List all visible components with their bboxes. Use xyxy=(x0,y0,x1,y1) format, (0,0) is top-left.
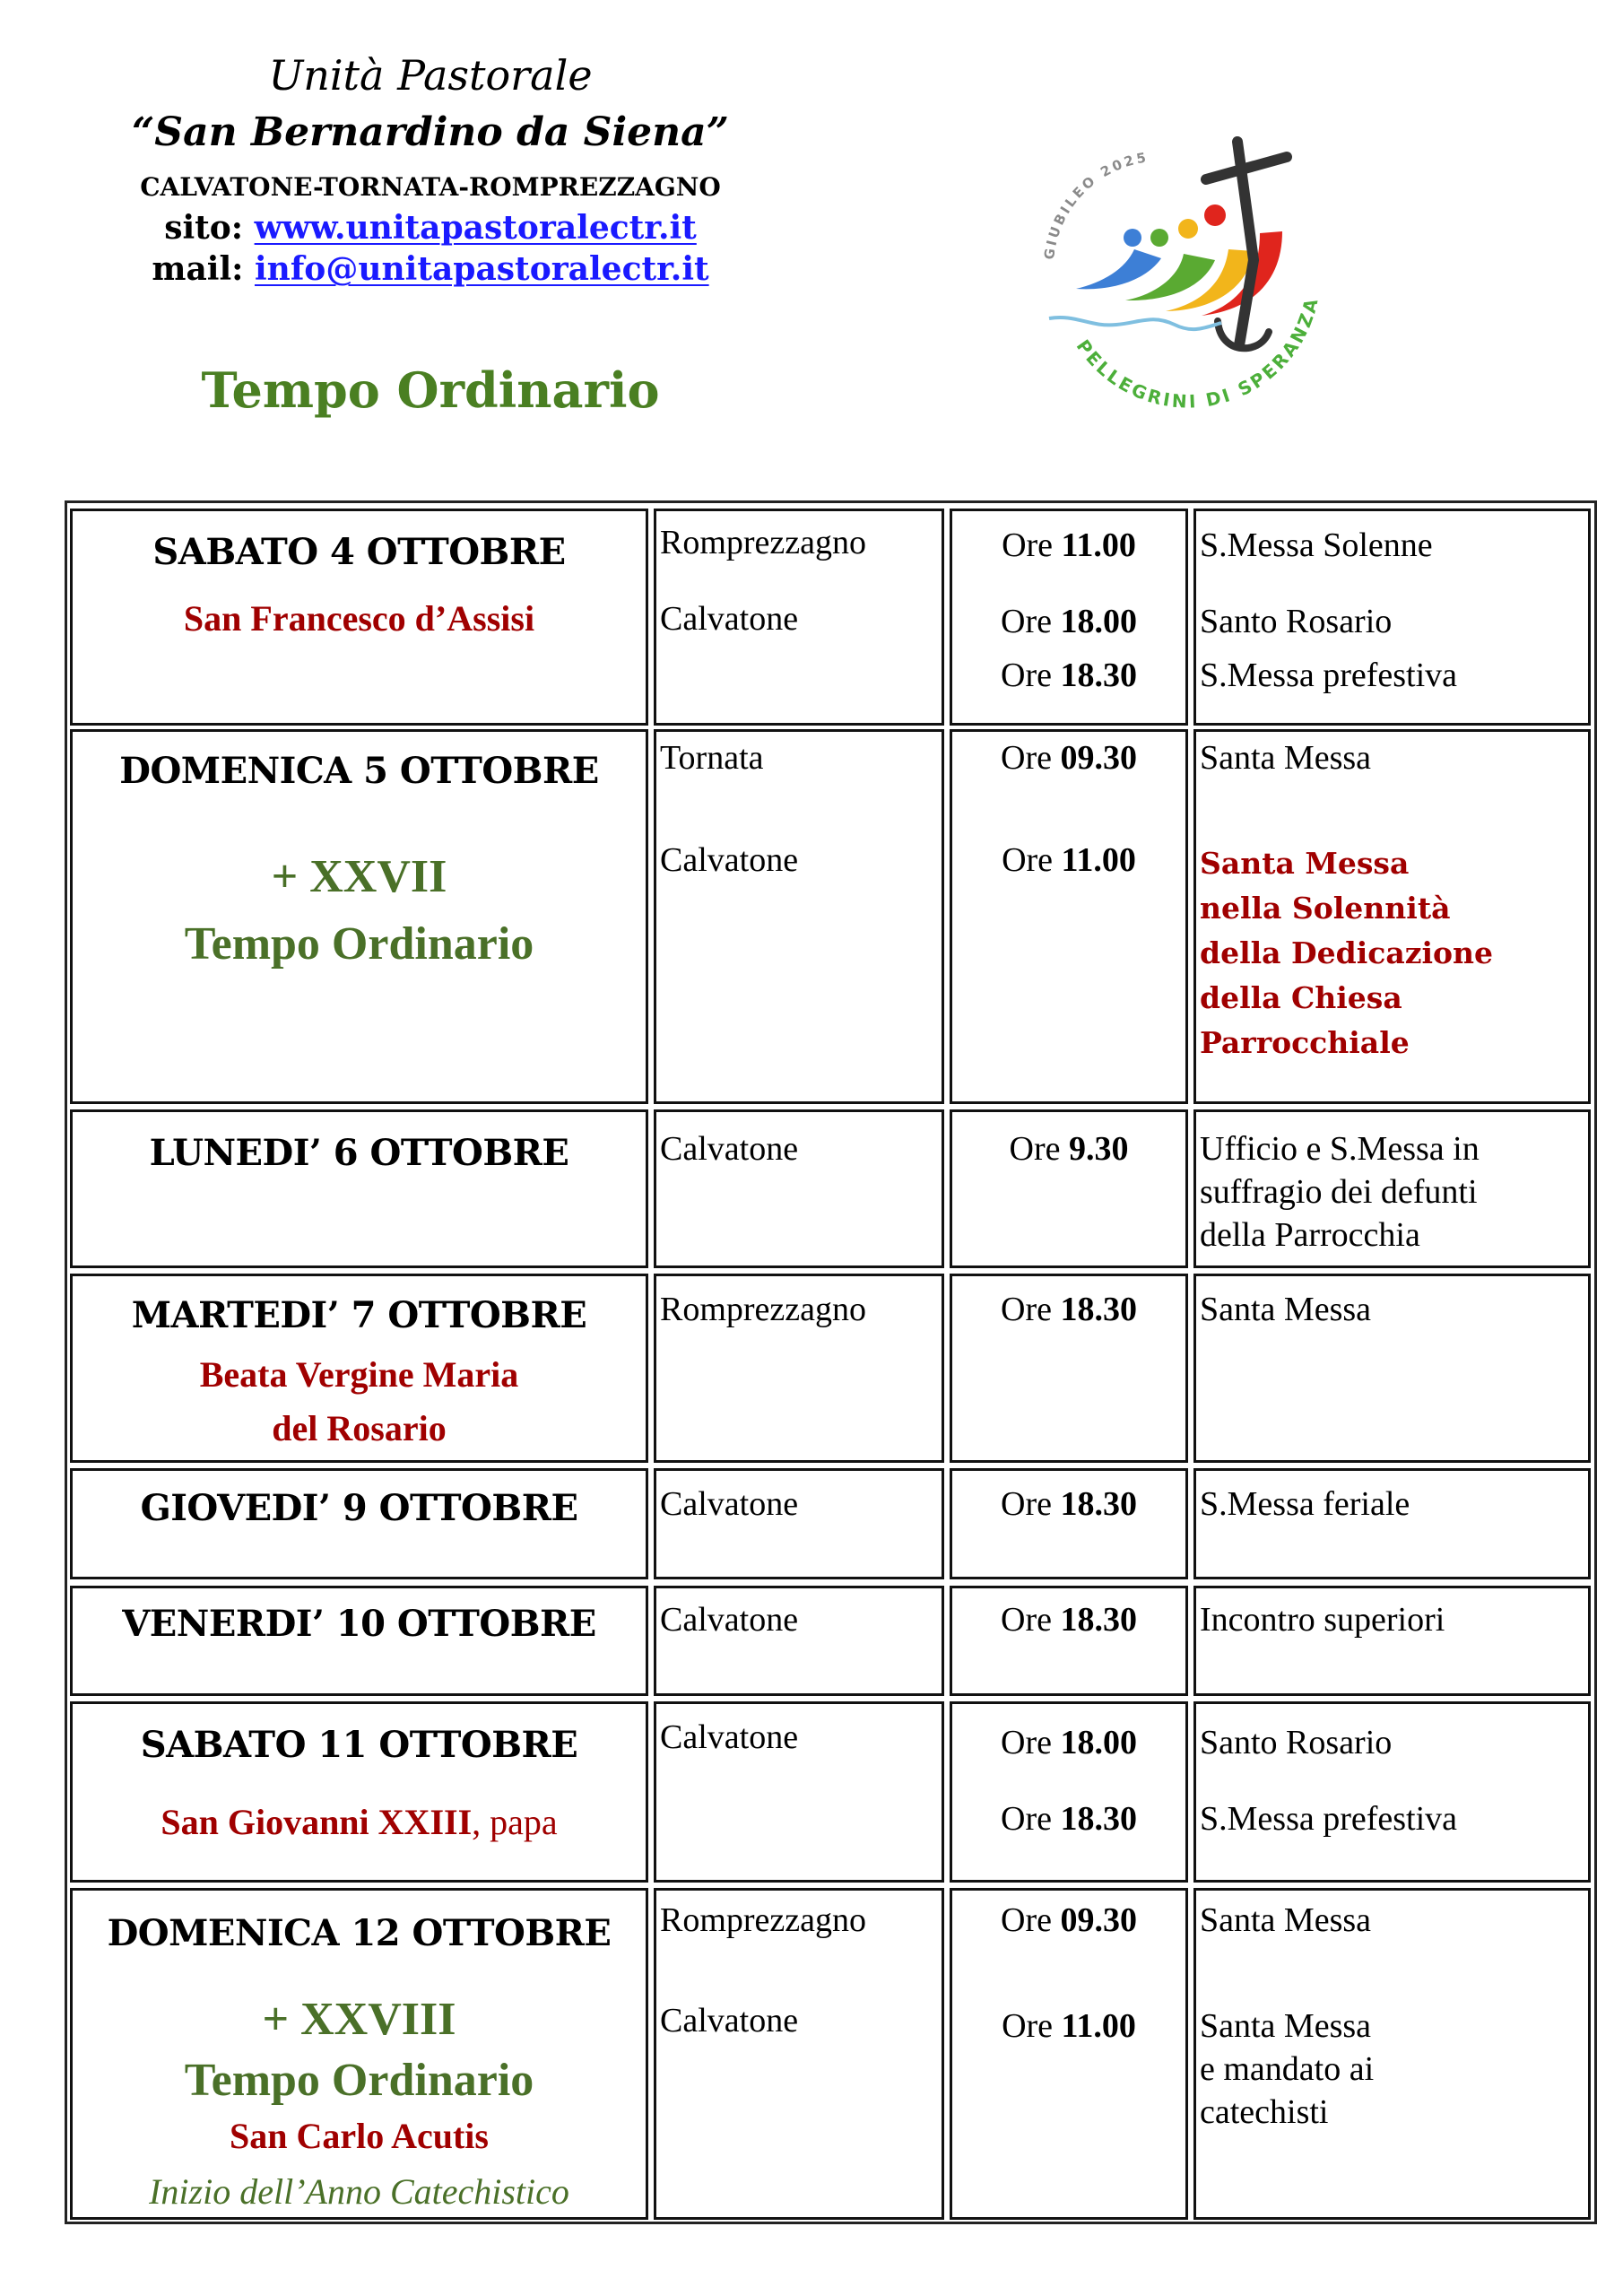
place-label: Calvatone xyxy=(660,1718,799,1756)
place-label: Calvatone xyxy=(660,1485,799,1523)
logo-bottom-text: PELLEGRINI DI SPERANZA xyxy=(1072,293,1324,413)
event-cell xyxy=(1193,1109,1591,1268)
mail-link[interactable]: info@unitapastoralectr.it xyxy=(254,250,709,288)
event-label: Ufficio e S.Messa in xyxy=(1200,1130,1480,1168)
logo-top-text: GIUBILEO 2025 xyxy=(1040,149,1150,261)
event-cell xyxy=(1193,1586,1591,1696)
place-cell xyxy=(654,1888,944,2220)
event-label: suffragio dei defunti xyxy=(1200,1173,1478,1211)
feast-label: + XXVIII xyxy=(262,1994,456,2045)
time-label: Ore 18.00 xyxy=(1001,603,1137,640)
event-label: S.Messa feriale xyxy=(1200,1485,1410,1523)
place-label: Calvatone xyxy=(660,841,799,879)
parish-towns: CALVATONE-TORNATA-ROMPREZZAGNO xyxy=(140,172,721,202)
time-label: Ore 9.30 xyxy=(1009,1130,1129,1168)
day-cell xyxy=(70,1586,648,1696)
site-line xyxy=(72,208,789,248)
time-label: Ore 18.30 xyxy=(1001,1800,1137,1838)
time-cell xyxy=(950,1701,1188,1883)
time-cell xyxy=(950,1274,1188,1463)
day-cell xyxy=(70,1274,648,1463)
day-cell xyxy=(70,1701,648,1883)
event-label-highlight: Santa Messa xyxy=(1200,846,1410,881)
saint-label: San Carlo Acutis xyxy=(230,2116,489,2156)
feast-label: + XXVII xyxy=(271,851,447,902)
event-cell xyxy=(1193,1274,1591,1463)
place-label: Romprezzagno xyxy=(660,524,867,561)
site-label: sito: xyxy=(164,209,244,247)
saint-label: San Francesco d’Assisi xyxy=(183,598,535,639)
day-label: SABATO 11 OTTOBRE xyxy=(140,1724,578,1766)
event-label: Santa Messa xyxy=(1200,1291,1372,1328)
logo-waves xyxy=(1049,317,1221,329)
saint-label: del Rosario xyxy=(272,1408,447,1448)
note-label: Inizio dell’Anno Catechistico xyxy=(149,2171,569,2212)
time-cell xyxy=(950,1468,1188,1579)
giubileo-2025-logo-icon xyxy=(1013,126,1354,413)
event-label: Santo Rosario xyxy=(1200,1724,1393,1761)
day-label: MARTEDI’ 7 OTTOBRE xyxy=(131,1294,587,1336)
event-label: e mandato ai xyxy=(1200,2050,1375,2088)
event-label-highlight: della Dedicazione xyxy=(1200,935,1493,970)
time-cell xyxy=(950,729,1188,1104)
parish-unit-title: Unità Pastorale xyxy=(268,51,593,100)
time-label: Ore 11.00 xyxy=(1002,526,1136,564)
place-label: Calvatone xyxy=(660,1130,799,1168)
day-label: VENERDI’ 10 OTTOBRE xyxy=(122,1603,596,1645)
event-label: S.Messa prefestiva xyxy=(1200,1800,1458,1838)
event-cell xyxy=(1193,509,1591,726)
parish-unit-name: “San Bernardino da Siena” xyxy=(132,109,729,155)
feast-label: Tempo Ordinario xyxy=(184,2055,534,2106)
time-cell xyxy=(950,1109,1188,1268)
place-label: Romprezzagno xyxy=(660,1291,867,1328)
time-label: Ore 18.00 xyxy=(1001,1724,1137,1761)
event-cell xyxy=(1193,1701,1591,1883)
logo-head-green xyxy=(1150,229,1168,247)
time-cell xyxy=(950,1586,1188,1696)
time-label: Ore 18.30 xyxy=(1001,1291,1137,1328)
day-label: DOMENICA 5 OTTOBRE xyxy=(119,750,599,792)
saint-label: San Giovanni XXIII, papa xyxy=(161,1802,558,1842)
logo-head-yellow xyxy=(1178,219,1198,239)
saint-label: Beata Vergine Maria xyxy=(199,1354,519,1395)
time-label: Ore 09.30 xyxy=(1001,1901,1137,1939)
day-cell xyxy=(70,1109,648,1268)
day-label: DOMENICA 12 OTTOBRE xyxy=(107,1912,612,1954)
place-cell xyxy=(654,1468,944,1579)
day-cell xyxy=(70,509,648,726)
place-label: Romprezzagno xyxy=(660,1901,867,1939)
event-label: Santa Messa xyxy=(1200,739,1372,777)
day-label: SABATO 4 OTTOBRE xyxy=(152,531,566,573)
logo-head-red xyxy=(1204,204,1226,226)
time-label: Ore 09.30 xyxy=(1001,739,1137,777)
time-label: Ore 18.30 xyxy=(1001,1485,1137,1523)
mail-label: mail: xyxy=(152,250,244,288)
feast-label: Tempo Ordinario xyxy=(184,918,534,970)
event-label: S.Messa prefestiva xyxy=(1200,657,1458,694)
site-link[interactable]: www.unitapastoralectr.it xyxy=(254,209,697,247)
day-cell xyxy=(70,1888,648,2220)
event-cell xyxy=(1193,1468,1591,1579)
event-label-highlight: della Chiesa xyxy=(1200,980,1402,1015)
event-cell xyxy=(1193,1888,1591,2220)
time-cell xyxy=(950,509,1188,726)
day-cell xyxy=(70,729,648,1104)
time-label: Ore 18.30 xyxy=(1001,1601,1137,1639)
place-cell xyxy=(654,1274,944,1463)
liturgical-season-title: Tempo Ordinario xyxy=(201,361,660,419)
logo-figure-blue xyxy=(1076,249,1161,289)
place-label: Calvatone xyxy=(660,600,799,638)
event-label: Santa Messa xyxy=(1200,1901,1372,1939)
place-label: Calvatone xyxy=(660,2002,799,2039)
event-label-highlight: Parrocchiale xyxy=(1200,1025,1410,1060)
event-cell xyxy=(1193,729,1591,1104)
event-label: Incontro superiori xyxy=(1200,1601,1445,1639)
event-label: della Parrocchia xyxy=(1200,1216,1420,1254)
place-cell xyxy=(654,1701,944,1883)
time-cell xyxy=(950,1888,1188,2220)
place-cell xyxy=(654,1109,944,1268)
logo-head-blue xyxy=(1124,229,1141,247)
event-label: S.Messa Solenne xyxy=(1200,526,1433,564)
event-label: Santa Messa xyxy=(1200,2007,1372,2045)
event-label-highlight: nella Solennità xyxy=(1200,891,1451,926)
time-label: Ore 11.00 xyxy=(1002,841,1136,879)
event-label: catechisti xyxy=(1200,2093,1329,2131)
event-label: Santo Rosario xyxy=(1200,603,1393,640)
day-label: GIOVEDI’ 9 OTTOBRE xyxy=(140,1487,578,1529)
place-cell xyxy=(654,729,944,1104)
mail-line xyxy=(72,249,789,289)
place-cell xyxy=(654,509,944,726)
place-label: Tornata xyxy=(660,739,764,777)
day-label: LUNEDI’ 6 OTTOBRE xyxy=(149,1132,569,1174)
time-label: Ore 11.00 xyxy=(1002,2007,1136,2045)
time-label: Ore 18.30 xyxy=(1001,657,1137,694)
place-label: Calvatone xyxy=(660,1601,799,1639)
day-cell xyxy=(70,1468,648,1579)
place-cell xyxy=(654,1586,944,1696)
